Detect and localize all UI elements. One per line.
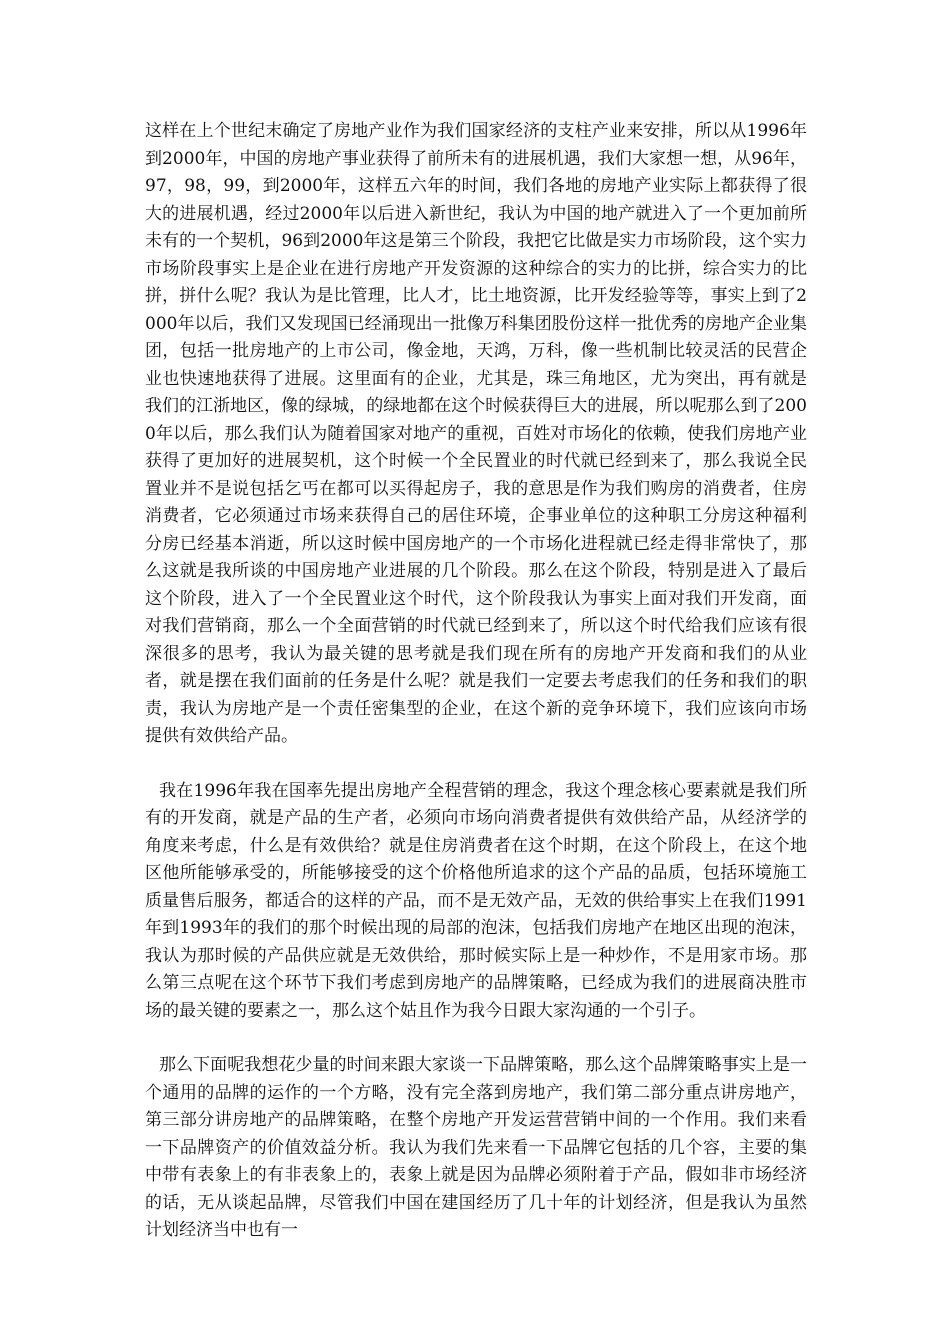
document-body: [145, 118, 807, 1245]
paragraph-gap: [145, 1025, 807, 1052]
paragraph-3: 那么下面呢我想花少量的时间来跟大家谈一下品牌策略，那么这个品牌策略事实上是一个通用的品牌的运作的一个方略，没有完全落到房地产，我们第二部分重点讲房地产，第三部分讲房地产的品牌策略，在整个房地产开发运营营销中间的一个作用。我们来看一下品牌资产的价值效益分析。我认为我们先来看一下品牌它包括的几个容，主要的集中带有表象上的有非表象上的，表象上就是因为品牌必须附着于产品，假如非市场经济的话，无从谈起品牌，尽管我们中国在建国经历了几十年的计划经济，但是我认为虽然计划经济当中也有一: [145, 1055, 807, 1240]
paragraph-1: 这样在上个世纪末确定了房地产业作为我们国家经济的支柱产业来安排，所以从1996年到2000年，中国的房地产事业获得了前所未有的进展机遇，我们大家想一想，从96年，97，98，99，到2000年，这样五六年的时间，我们各地的房地产业实际上都获得了很大的进展机遇，经过2000年以后进入新世纪，我认为中国的地产就进入了一个更加前所未有的一个契机，96到2000年这是第三个阶段，我把它比做是实力市场阶段，这个实力市场阶段事实上是企业在进行房地产开发资源的这种综合的实力的比拼，综合实力的比拼，拼什么呢？我认为是比管理，比人才，比土地资源，比开发经验等等，事实上到了2000年以后，我们又发现国已经涌现出一批像万科集团股份这样一批优秀的房地产企业集团，包括一批房地产的上市公司，像金地，天鸿，万科，像一些机制比较灵活的民营企业也快速地获得了进展。这里面有的企业，尤其是，珠三角地区，尤为突出，再有就是我们的江浙地区，像的绿城，的绿地都在这个时候获得巨大的进展，所以呢那么到了2000年以后，那么我们认为随着国家对地产的重视，百姓对市场化的依赖，使我们房地产业获得了更加好的进展契机，这个时候一个全民置业的时代就已经到来了，那么我说全民置业并不是说包括乞丐在都可以买得起房子，我的意思是作为我们购房的消费者，住房消费者，它必须通过市场来获得自己的居住环境，企事业单位的这种职工分房这种福利分房已经基本消逝，所以这时候中国房地产的一个市场化进程就已经走得非常快了，那么这就是我所谈的中国房地产业进展的几个阶段。那么在这个阶段，特别是进入了最后这个阶段，进入了一个全民置业这个时代，这个阶段我认为事实上面对我们开发商，面对我们营销商，那么一个全面营销的时代就已经到来了，所以这个时代给我们应该有很深很多的思考，我认为最关键的思考就是我们现在所有的房地产开发商和我们的从业者，就是摆在我们面前的任务是什么呢？就是我们一定要去考虑我们的任务和我们的职责，我认为房地产是一个责任密集型的企业，在这个新的竞争环境下，我们应该向市场提供有效供给产品。: [145, 121, 807, 746]
paragraph-2: 我在1996年我在国率先提出房地产全程营销的理念，我这个理念核心要素就是我们所有的开发商，就是产品的生产者，必须向市场向消费者提供有效供给产品，从经济学的角度来考虑，什么是有效供给？就是住房消费者在这个时期，在这个阶段上，在这个地区他所能够承受的，所能够接受的这个价格他所追求的这个产品的品质，包括环境施工质量售后服务，都适合的这样的产品，而不是无效产品，无效的供给事实上在我们1991年到1993年的我们的那个时候出现的局部的泡沫，包括我们房地产在地区出现的泡沫，我认为那时候的产品供应就是无效供给，那时候实际上是一种炒作，不是用家市场。那么第三点呢在这个环节下我们考虑到房地产的品牌策略，已经成为我们的进展商决胜市场的最关键的要素之一，那么这个姑且作为我今日跟大家沟通的一个引子。: [145, 780, 807, 1021]
paragraph-gap: [145, 751, 807, 778]
